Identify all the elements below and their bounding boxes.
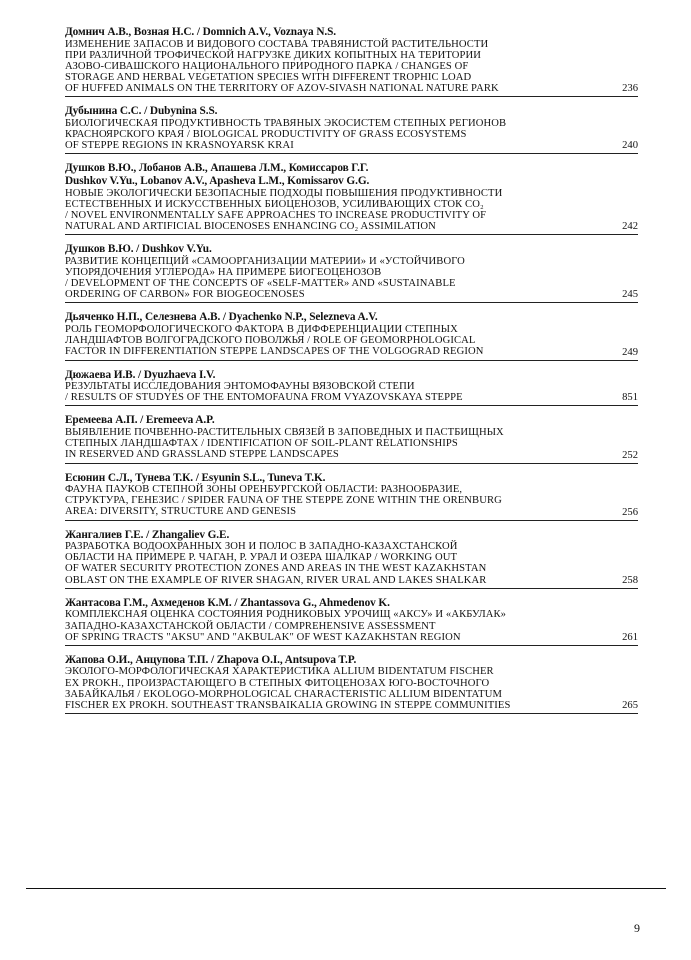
entry-title-line: БИОЛОГИЧЕСКАЯ ПРОДУКТИВНОСТЬ ТРАВЯНЫХ ЭКОСИСТЕМ СТЕПНЫХ РЕГИОНОВ — [65, 117, 507, 129]
entry-divider — [65, 405, 638, 406]
entry-title-line: ЭКОЛОГО-МОРФОЛОГИЧЕСКАЯ ХАРАКТЕРИСТИКА ALLIUM BIDENTATUM FISCHER — [65, 666, 494, 678]
toc-entry — [65, 472, 638, 518]
entry-title-line: ЗАПАДНО-КАЗАХСТАНСКОЙ ОБЛАСТИ / COMPREHENSIVE ASSESSMENT — [65, 620, 436, 632]
entry-title-line: КОМПЛЕКСНАЯ ОЦЕНКА СОСТОЯНИЯ РОДНИКОВЫХ УРОЧИЩ «АКСУ» И «АКБУЛАК» — [65, 609, 507, 621]
entry-title-line: НОВЫЕ ЭКОЛОГИЧЕСКИ БЕЗОПАСНЫЕ ПОДХОДЫ ПОВЫШЕНИЯ ПРОДУКТИВНОСТИ — [65, 187, 503, 199]
entry-page-number: 252 — [622, 449, 638, 461]
entry-title-line: / DEVELOPMENT OF THE CONCEPTS OF «SELF-MATTER» AND «SUSTAINABLE — [65, 278, 456, 290]
entry-title-line: СТЕПНЫХ ЛАНДШАФТАХ / IDENTIFICATION OF SOIL-PLANT RELATIONSHIPS — [65, 438, 458, 450]
entry-title-line: ЗАБАЙКАЛЬЯ / EKOLOGO-MORPHOLOGICAL CHARACTERISTIC ALLIUM BIDENTATUM — [65, 688, 502, 700]
entry-divider — [65, 302, 638, 303]
entry-title-line: РАЗВИТИЕ КОНЦЕПЦИЙ «САМООРГАНИЗАЦИИ МАТЕРИИ» И «УСТОЙЧИВОГО — [65, 255, 465, 267]
entry-title-line: ФАУНА ПАУКОВ СТЕПНОЙ ЗОНЫ ОРЕНБУРГСКОЙ ОБЛАСТИ: РАЗНООБРАЗИЕ, — [65, 484, 463, 496]
entry-authors: Жантасова Г.М., Ахмеденов К.М. / Zhantassova G., Ahmedenov K. — [65, 596, 390, 609]
entry-page-number: 249 — [622, 346, 638, 358]
entry-title-line: OF HUFFED ANIMALS ON THE TERRITORY OF AZOV-SIVASH NATIONAL NATURE PARK — [65, 83, 499, 95]
entry-page-number: 236 — [622, 83, 638, 95]
entry-title-line: СТРУКТУРА, ГЕНЕЗИС / SPIDER FAUNA OF THE STEPPE ZONE WITHIN THE ORENBURG — [65, 495, 502, 507]
entry-divider — [65, 153, 638, 154]
entry-authors-latin: Dushkov V.Yu., Lobanov A.V., Apasheva L.M., Komissarov G.G. — [65, 175, 370, 188]
entry-title-line: FISCHER EX PROKH. SOUTHEAST TRANSBAIKALIA GROWING IN STEPPE COMMUNITIES — [65, 699, 511, 711]
entry-page-number: 245 — [622, 289, 638, 301]
entry-page-number: 851 — [622, 392, 638, 404]
toc-entry — [65, 162, 638, 232]
entry-authors: Душков В.Ю., Лобанов А.В., Апашева Л.М., Комиссаров Г.Г. — [65, 162, 369, 175]
entry-title-line: / RESULTS OF STUDYES OF THE ENTOMOFAUNA FROM VYAZOVSKAYA STEPPE — [65, 392, 463, 404]
entry-page-number: 258 — [622, 574, 638, 586]
entry-page-number: 256 — [622, 506, 638, 518]
entry-title — [65, 118, 638, 151]
footer-rule — [26, 888, 666, 889]
entry-title-line: РЕЗУЛЬТАТЫ ИССЛЕДОВАНИЯ ЭНТОМОФАУНЫ ВЯЗОВСКОЙ СТЕПИ — [65, 381, 415, 393]
toc-entry — [65, 105, 638, 151]
toc-entry — [65, 26, 638, 94]
entry-title-line: / NOVEL ENVIRONMENTALLY SAFE APPROACHES TO INCREASE PRODUCTIVITY OF — [65, 209, 487, 221]
entry-title — [65, 666, 638, 711]
entry-page-number: 242 — [622, 221, 638, 233]
entry-title-line: AREA: DIVERSITY, STRUCTURE AND GENESIS — [65, 506, 297, 518]
entry-title-line: ОБЛАСТИ НА ПРИМЕРЕ Р. ЧАГАН, Р. УРАЛ И ОЗЕРА ШАЛКАР / WORKING OUT — [65, 552, 458, 564]
entry-page-number: 265 — [622, 700, 638, 712]
entry-authors: Есюнин С.Л., Тунева Т.К. / Esyunin S.L., Tuneva T.K. — [65, 471, 326, 484]
toc-entry — [65, 529, 638, 586]
toc-entry — [65, 369, 638, 404]
entry-divider — [65, 713, 638, 714]
entry-authors: Дюжаева И.В. / Dyuzhaeva I.V. — [65, 368, 216, 381]
entry-authors: Жангалиев Г.Е. / Zhangaliev G.E. — [65, 528, 230, 541]
entry-authors: Душков В.Ю. / Dushkov V.Yu. — [65, 243, 212, 256]
entry-title-line: АЗОВО-СИВАШСКОГО НАЦИОНАЛЬНОГО ПРИРОДНОГО ПАРКА / CHANGES OF — [65, 60, 469, 72]
entry-title-line: ORDERING OF CARBON» FOR BIOGEOCENOSES — [65, 289, 305, 301]
entry-authors: Домнич А.В., Вознaя Н.С. / Domnich A.V., Voznaya N.S. — [65, 26, 337, 38]
entry-title-line: ЕСТЕСТВЕННЫХ И ИСКУССТВЕННЫХ БИОЦЕНОЗОВ, УСИЛИВАЮЩИХ СТОК CO₂ — [65, 198, 484, 210]
toc-entry — [65, 597, 638, 643]
page-number: 9 — [634, 921, 640, 935]
entry-title — [65, 427, 638, 460]
toc-entry — [65, 243, 638, 300]
entry-title-line: FACTOR IN DIFFERENTIATION STEPPE LANDSCAPES OF THE VOLGOGRAD REGION — [65, 346, 484, 358]
toc-entry — [65, 414, 638, 460]
entry-title — [65, 609, 638, 642]
toc-entry — [65, 311, 638, 357]
entry-title-line: РОЛЬ ГЕОМОРФОЛОГИЧЕСКОГО ФАКТОРА В ДИФФЕРЕНЦИАЦИИ СТЕПНЫХ — [65, 324, 458, 336]
entry-divider — [65, 645, 638, 646]
entry-divider — [65, 463, 638, 464]
entry-authors: Еремеева А.П. / Eremeeva A.P. — [65, 414, 215, 427]
entry-divider — [65, 588, 638, 589]
entry-authors: Дьяченко Н.П., Селезнева А.В. / Dyachenko N.P., Selezneva A.V. — [65, 311, 378, 324]
entry-title-line: IN RESERVED AND GRASSLAND STEPPE LANDSCAPES — [65, 449, 339, 461]
entry-divider — [65, 360, 638, 361]
entry-title — [65, 381, 638, 403]
entry-title — [65, 324, 638, 357]
entry-title-line: STORAGE AND HERBAL VEGETATION SPECIES WITH DIFFERENT TROPHIC LOAD — [65, 72, 472, 84]
entry-title-line: NATURAL AND ARTIFICIAL BIOCENOSES ENHANCING CO₂ ASSIMILATION — [65, 221, 436, 233]
entry-page-number: 261 — [622, 631, 638, 643]
entry-title-line: ИЗМЕНЕНИЕ ЗАПАСОВ И ВИДОВОГО СОСТАВА ТРАВЯНИСТОЙ РАСТИТЕЛЬНОСТИ — [65, 38, 489, 50]
entry-page-number: 240 — [622, 140, 638, 152]
entry-authors: Жапова О.И., Анцупова Т.П. / Zhapova O.I., Antsupova T.P. — [65, 653, 357, 666]
entry-title — [65, 541, 638, 586]
entry-title-line: OBLAST ON THE EXAMPLE OF RIVER SHAGAN, RIVER URAL AND LAKES SHALKAR — [65, 574, 487, 586]
entry-title-line: EX PROKH., ПРОИЗРАСТАЮЩЕГО В СТЕПНЫХ ФИТОЦЕНОЗАХ ЮГО-ВОСТОЧНОГО — [65, 677, 490, 689]
entry-title-line: ПРИ РАЗЛИЧНОЙ ТРОФИЧЕСКОЙ НАГРУЗКЕ ДИКИХ КОПЫТНЫХ НА ТЕРИТОРИИ — [65, 49, 481, 61]
entry-title — [65, 484, 638, 517]
entry-title-line: КРАСНОЯРСКОГО КРАЯ / BIOLOGICAL PRODUCTIVITY OF GRASS ECOSYSTEMS — [65, 129, 467, 141]
entry-title-line: РАЗРАБОТКА ВОДООХРАННЫХ ЗОН И ПОЛОС В ЗАПАДНО-КАЗАХСТАНСКОЙ — [65, 541, 458, 553]
table-of-contents — [65, 26, 638, 711]
entry-title-line: OF SPRING TRACTS "AKSU" AND "AKBULAK" OF WEST KAZAKHSTAN REGION — [65, 631, 461, 643]
entry-divider — [65, 234, 638, 235]
entry-title — [65, 39, 638, 95]
entry-authors: Дубынина С.С. / Dubynina S.S. — [65, 105, 218, 118]
toc-entry — [65, 654, 638, 711]
entry-title-line: OF STEPPE REGIONS IN KRASNOYARSK KRAI — [65, 140, 294, 152]
entry-title-line: ВЫЯВЛЕНИЕ ПОЧВЕННО-РАСТИТЕЛЬНЫХ СВЯЗЕЙ В ЗАПОВЕДНЫХ И ПАСТБИЩНЫХ — [65, 427, 504, 439]
entry-title-line: OF WATER SECURITY PROTECTION ZONES AND AREAS IN THE WEST KAZAKHSTAN — [65, 563, 487, 575]
entry-divider — [65, 520, 638, 521]
entry-title — [65, 256, 638, 301]
entry-divider — [65, 96, 638, 97]
entry-title-line: УПОРЯДОЧЕНИЯ УГЛЕРОДА» НА ПРИМЕРЕ БИОГЕОЦЕНОЗОВ — [65, 267, 382, 278]
entry-title-line: ЛАНДШАФТОВ ВОЛГОГРАДСКОГО ПОВОЛЖЬЯ / ROLE OF GEOMORPHOLOGICAL — [65, 335, 476, 347]
entry-title — [65, 188, 638, 233]
